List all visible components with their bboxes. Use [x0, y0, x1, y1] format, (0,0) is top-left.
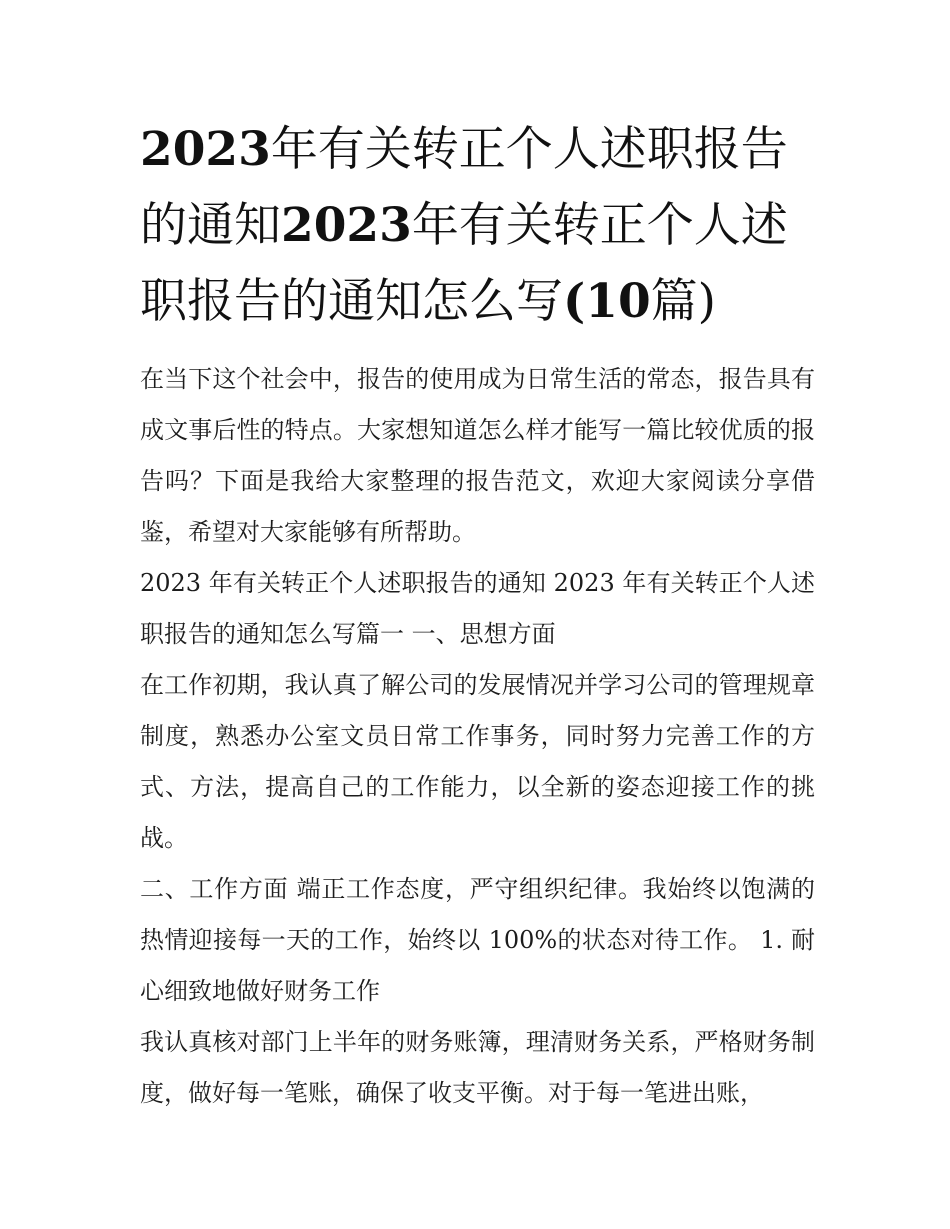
- title-text-1: 年有关转正个人述职报告的通知: [140, 122, 788, 253]
- title-year-2: 2023: [281, 198, 412, 253]
- paragraph-finance: 我认真核对部门上半年的财务账簿，理清财务关系，严格财务制度，做好每一笔账，确保了收支平衡。对于每一笔进出账，: [140, 1028, 815, 1107]
- document-body: [140, 112, 815, 1119]
- paragraph-work: 二、工作方面 端正工作态度，严守组织纪律。我始终以饱满的热情迎接每一天的工作，始终以 100%的状态对待工作。 1. 耐心细致地做好财务工作: [140, 875, 815, 1005]
- document-title: [140, 112, 815, 340]
- title-year-1: 2023: [140, 122, 271, 177]
- title-text-2: 年有关转正个人述职报告的通知怎么写: [140, 198, 788, 329]
- title-text-3: 篇): [650, 274, 716, 329]
- paragraph-thinking: 在工作初期，我认真了解公司的发展情况并学习公司的管理规章制度，熟悉办公室文员日常工作事务，同时努力完善工作的方式、方法，提高自己的工作能力，以全新的姿态迎接工作的挑战。: [140, 671, 815, 852]
- paragraph-intro: 在当下这个社会中，报告的使用成为日常生活的常态，报告具有成文事后性的特点。大家想知道怎么样才能写一篇比较优质的报告吗？下面是我给大家整理的报告范文，欢迎大家阅读分享借鉴，希望对大家能够有所帮助。: [140, 365, 815, 546]
- paragraph-section-heading: 2023 年有关转正个人述职报告的通知 2023 年有关转正个人述职报告的通知怎么写篇一 一、思想方面: [140, 569, 815, 648]
- title-count: (10: [563, 274, 651, 329]
